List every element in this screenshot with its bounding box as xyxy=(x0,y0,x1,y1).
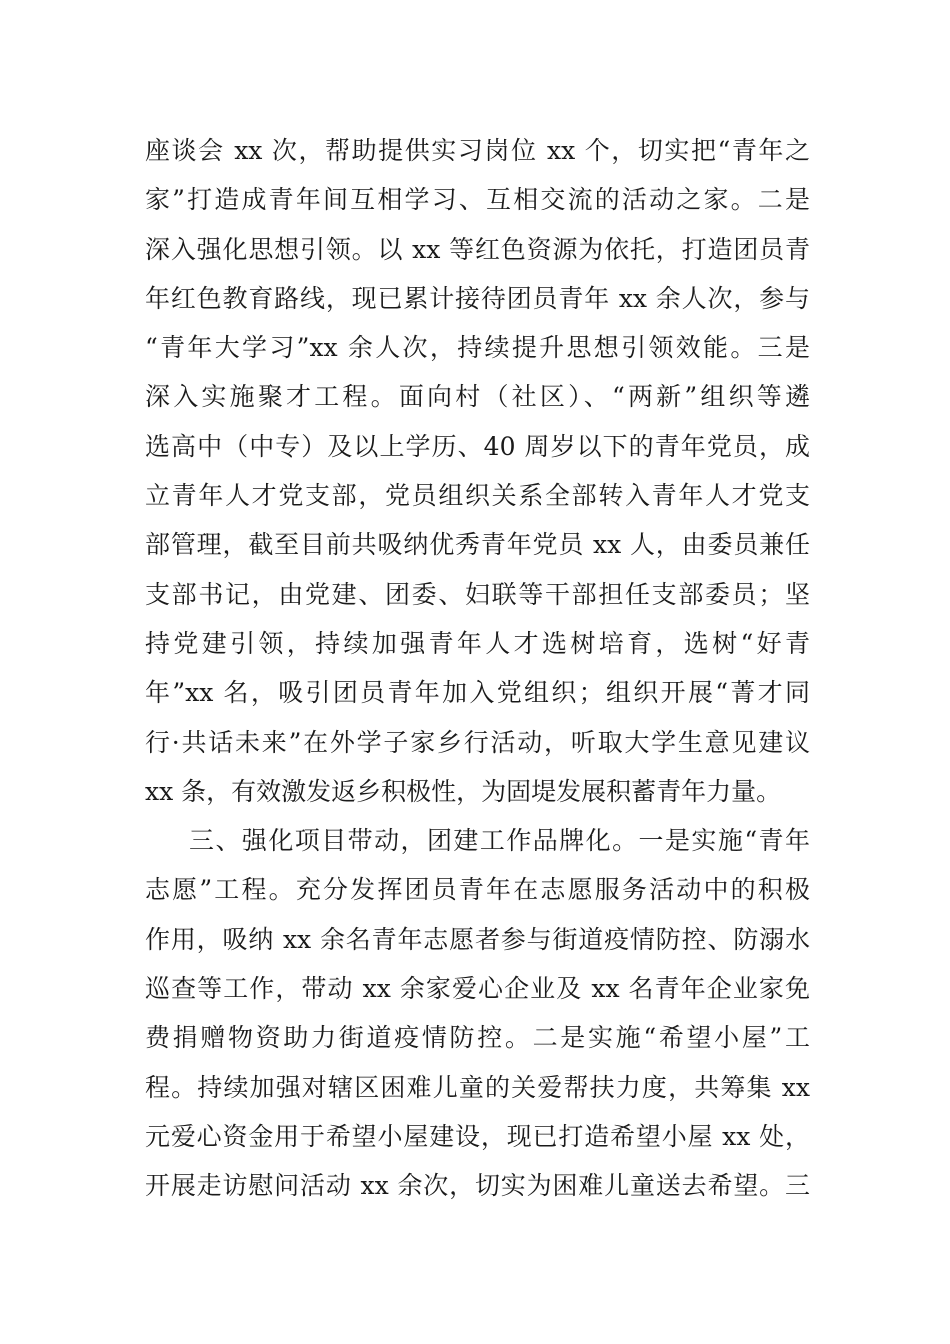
text-line: 程。持续加强对辖区困难儿童的关爱帮扶力度，共筹集 xx xyxy=(145,1072,810,1102)
text-line: 行·共话未来”在外学子家乡行活动，听取大学生意见建议 xyxy=(145,727,810,757)
text-line: “青年大学习”xx 余人次，持续提升思想引领效能。三是 xyxy=(145,333,810,363)
paragraph-2 xyxy=(145,816,810,1210)
text-line: 立青年人才党支部，党员组织关系全部转入青年人才党支 xyxy=(145,481,810,511)
text-line: 年红色教育路线，现已累计接待团员青年 xx 余人次，参与 xyxy=(145,283,810,313)
text-line: 选高中（中专）及以上学历、40 周岁以下的青年党员，成 xyxy=(145,431,810,461)
text-line: 元爱心资金用于希望小屋建设，现已打造希望小屋 xx 处， xyxy=(145,1121,810,1151)
text-line: 开展走访慰问活动 xx 余次，切实为困难儿童送去希望。三 xyxy=(145,1171,810,1201)
text-line: 持党建引领，持续加强青年人才选树培育，选树“好青 xyxy=(145,628,810,658)
text-line: 三、强化项目带动，团建工作品牌化。一是实施“青年 xyxy=(189,826,810,856)
body-text xyxy=(145,126,810,1211)
text-line: 家”打造成青年间互相学习、互相交流的活动之家。二是 xyxy=(145,185,810,215)
text-line: 志愿”工程。充分发挥团员青年在志愿服务活动中的积极 xyxy=(145,875,810,905)
text-line: 深入强化思想引领。以 xx 等红色资源为依托，打造团员青 xyxy=(145,234,810,264)
text-line: 年”xx 名，吸引团员青年加入党组织；组织开展“菁才同 xyxy=(145,678,810,708)
text-line: xx 条，有效激发返乡积极性，为固堤发展积蓄青年力量。 xyxy=(145,776,782,806)
text-line: 部管理，截至目前共吸纳优秀青年党员 xx 人，由委员兼任 xyxy=(145,530,810,560)
text-line: 座谈会 xx 次，帮助提供实习岗位 xx 个，切实把“青年之 xyxy=(145,136,810,165)
text-line: 巡查等工作，带动 xx 余家爱心企业及 xx 名青年企业家免 xyxy=(145,974,810,1004)
paragraph-1 xyxy=(145,126,810,816)
text-line: 作用，吸纳 xx 余名青年志愿者参与街道疫情防控、防溺水 xyxy=(145,924,810,954)
text-line: 费捐赠物资助力街道疫情防控。二是实施“希望小屋”工 xyxy=(145,1023,810,1053)
text-line: 深入实施聚才工程。面向村（社区）、“两新”组织等遴 xyxy=(145,382,810,412)
text-line: 支部书记，由党建、团委、妇联等干部担任支部委员；坚 xyxy=(145,579,810,609)
